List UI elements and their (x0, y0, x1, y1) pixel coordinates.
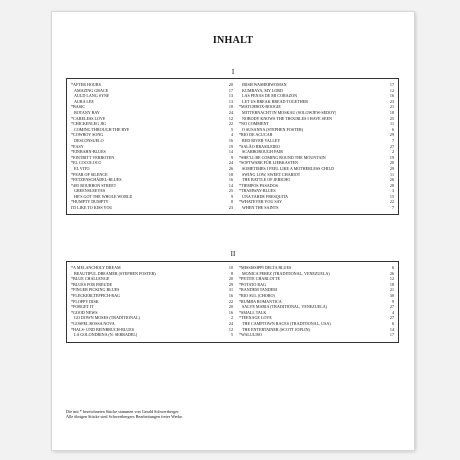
toc-column-right (239, 265, 394, 338)
toc-entry-page: 9 (391, 298, 394, 304)
toc-entry-title: BEAUTIFUL DREAMER (STEPHEN FOSTER) (74, 270, 156, 276)
section-number-1: I (231, 68, 235, 76)
toc-entry-page: 28 (389, 182, 394, 188)
toc-entry-title: *RANDEM TANDEM (239, 287, 277, 293)
toc-entry-title: *PETITE CHARLOTTE (239, 276, 281, 282)
toc-entry-title: THE CAMPTOWN RACES (TRADITIONAL, USA) (242, 320, 331, 326)
toc-entry-page: 14 (228, 182, 233, 188)
toc-entry-page: 4 (391, 309, 394, 315)
toc-entry-page: 23 (228, 205, 233, 211)
toc-entry-title: *SHE'LL BE COMING ROUND THE MOUNTAIN (239, 154, 326, 160)
toc-entry-page: 3 (391, 188, 394, 194)
toc-column-left (71, 265, 233, 338)
toc-entry-page: 12 (228, 326, 233, 332)
toc-entry-page: 10 (228, 104, 233, 110)
toc-entry-page: 17 (389, 332, 394, 338)
toc-entry-page: 9 (230, 193, 233, 199)
toc-entry-title: *BASIC (71, 104, 86, 110)
toc-entry-page: 27 (389, 143, 394, 149)
toc-entry-page: 15 (389, 193, 394, 199)
toc-entry-title: EL VITO (74, 165, 90, 171)
toc-entry-title: *FLECKERLTEPPICH-RAG (71, 292, 120, 298)
toc-entry-title: *FETZENSCHÄDEL-BLUES (71, 177, 122, 183)
toc-entry-title: KUMBAYA, MY LORD (242, 87, 283, 93)
toc-entry-page: 24 (228, 109, 233, 115)
toc-entry-page: 30 (389, 292, 394, 298)
toc-entry-page: 14 (389, 326, 394, 332)
toc-entry-title: AULD LANG SYNE (74, 93, 110, 99)
toc-entry-page: 5 (230, 126, 233, 132)
toc-entry-page: 27 (389, 304, 394, 310)
toc-entry-title: *TIEMPOS PASADOS (239, 182, 278, 188)
toc-entry-title: AURA LEE (74, 98, 94, 104)
toc-entry-page: 18 (228, 171, 233, 177)
toc-entry-page: 16 (228, 292, 233, 298)
toc-entry-title: *SOFTWARE FÜR LIEBKASTEN (239, 160, 298, 166)
toc-entry-page: 16 (228, 137, 233, 143)
toc-entry-title: *MISSISSIPPI DELTA BLUES (239, 265, 292, 270)
toc-entry-page: 26 (389, 177, 394, 183)
toc-column-left (71, 82, 233, 211)
toc-entry-page: 7 (391, 137, 394, 143)
toc-entry-page: 12 (228, 115, 233, 121)
toc-entry (239, 205, 394, 211)
toc-entry-page: 23 (389, 98, 394, 104)
toc-entry-title: O SUSANNA (STEPHEN FOSTER) (242, 126, 304, 132)
toc-entry-title: RED RIVER VALLEY (242, 137, 281, 143)
toc-entry-title: *SALÃO BRASILEIRO (239, 143, 280, 149)
toc-entry-title: *FLOPPY DISK (71, 298, 99, 304)
toc-entry-page: 8 (230, 270, 233, 276)
footnote-line: Alle übrigen Stücke sind Schwertbergers Bearbeitungen freier Werke. (66, 414, 183, 420)
toc-entry-title: *NO COMMENT (239, 121, 269, 127)
toc-entry-page: 9 (230, 154, 233, 160)
toc-entry-title: LET US BREAK BREAD TOGETHER (242, 98, 308, 104)
toc-entry-page: 11 (390, 121, 394, 127)
toc-entry-page: 8 (230, 199, 233, 205)
toc-column-right (239, 82, 394, 211)
toc-entry-title: *EL COCOLOCO (71, 160, 102, 166)
toc-entry-page: 27 (389, 315, 394, 321)
toc-entry-title: *HUMPTY DUMPTY (71, 199, 109, 205)
toc-entry-title: HE'S GOT THE WHOLE WORLD (74, 193, 133, 199)
toc-entry-page: 22 (228, 121, 233, 127)
toc-entry-title: DESCONSUELO (74, 137, 104, 143)
toc-entry-page: 12 (389, 276, 394, 282)
toc-entry-page: 26 (228, 165, 233, 171)
toc-entry-title: IRISH WASHERWOMAN (242, 82, 287, 87)
toc-entry-title: *GOOD NEWS (71, 309, 98, 315)
toc-entry-page: 18 (389, 109, 394, 115)
toc-entry-page: 4 (230, 132, 233, 138)
toc-entry-title: GO DOWN MOSES (TRADITIONAL) (74, 315, 140, 321)
toc-entry-title: SWING LOW, SWEET CHARIOT (242, 171, 301, 177)
toc-entry-page: 6 (391, 126, 394, 132)
toc-entry-page: 6 (391, 320, 394, 326)
toc-section-2 (66, 261, 399, 343)
toc-entry-title: LA GOLONDRINA (N. SERRADEL) (74, 332, 138, 338)
toc-entry (71, 205, 233, 211)
toc-entry-page: 22 (389, 199, 394, 205)
toc-entry (239, 332, 394, 338)
footnote-line: Die mit * bezeichneten Stücke stammen von Gerald Schwertberger. (66, 409, 180, 414)
toc-entry-title: SALVE MARIA (TRADITIONAL, VENEZUELA) (242, 304, 328, 310)
toc-entry-page: 29 (389, 165, 394, 171)
toc-entry-title: WHEN THE SAINTS (242, 205, 279, 211)
toc-entry-page: 14 (228, 149, 233, 155)
toc-entry (71, 332, 233, 338)
toc-entry-title: NOBODY KNOWS THE TROUBLES I HAVE SEEN (242, 115, 332, 121)
toc-entry-title: I'D LIKE TO KISS YOU (71, 205, 113, 211)
toc-entry-page: 17 (389, 82, 394, 87)
toc-entry-page: 11 (390, 171, 394, 177)
toc-entry-page: 7 (391, 205, 394, 211)
toc-entry-page: 16 (228, 177, 233, 183)
toc-entry-page: 18 (389, 281, 394, 287)
toc-section-1 (66, 78, 399, 215)
toc-entry-page: 10 (228, 265, 233, 270)
toc-entry-title: *BLUE CHALLENGE (71, 276, 110, 282)
toc-entry-title: GREENSLEEVES (74, 188, 106, 194)
toc-entry-title: SOMETIMES I FEEL LIKE A MOTHERLESS CHILD (242, 165, 334, 171)
toc-entry-title: *EINTRITT VERBOTEN (71, 154, 115, 160)
toc-entry-page: 29 (228, 281, 233, 287)
toc-entry-page: 19 (228, 143, 233, 149)
toc-entry-title: *BLUES FOR FREUDE (71, 281, 112, 287)
toc-entry-page: 13 (228, 98, 233, 104)
toc-entry-title: *EASY (71, 143, 84, 149)
toc-entry-title: *POTATO RAG (239, 281, 267, 287)
toc-entry-page: 24 (228, 160, 233, 166)
toc-entry-title: *GOSPEL BOSSA NOVA (71, 320, 115, 326)
toc-entry-title: *AFTER HOURS (71, 82, 101, 87)
toc-entry-title: *CARELESS LOVE (71, 115, 106, 121)
toc-entry-title: *405 BOURBON STREET (71, 182, 117, 188)
toc-entry-page: 20 (228, 276, 233, 282)
toc-entry-page: 16 (228, 309, 233, 315)
toc-entry-title: *TRAMWAY-BLUES (239, 188, 276, 194)
toc-entry-page: 24 (228, 320, 233, 326)
toc-entry-page: 20 (228, 304, 233, 310)
toc-entry-title: *FEAR OF SILENCE (71, 171, 108, 177)
toc-entry-title: *FINGER PICKING BLUES (71, 287, 120, 293)
toc-entry-title: UNA TARDE FRESQUITA (242, 193, 289, 199)
toc-entry-title: *RIO DE ACUCAR (239, 132, 273, 138)
toc-entry-title: THE BATTLE OF JERICHO (242, 177, 291, 183)
toc-entry-title: *RIO SUL (CHORO) (239, 292, 275, 298)
toc-entry-title: *SMALL TALK (239, 309, 267, 315)
toc-entry-title: *HALS- UND BEINBRUCH-BLUES (71, 326, 134, 332)
toc-entry-title: AMAZING GRACE (74, 87, 109, 93)
toc-entry-page: 13 (228, 93, 233, 99)
toc-entry-title: *COWBOY SONG (71, 132, 104, 138)
toc-entry-page: 22 (228, 298, 233, 304)
toc-entry-title: *WALULISO (239, 332, 262, 338)
page-title: INHALT (212, 35, 254, 46)
toc-entry-title: BOTANY BAY (74, 109, 100, 115)
toc-entry-page: 17 (228, 87, 233, 93)
toc-entry-title: *WHATEVER YOU SAY (239, 199, 283, 205)
toc-entry-title: *MATCHBOX-BOOGIE (239, 104, 281, 110)
toc-entry-page: 29 (389, 132, 394, 138)
toc-entry-title: *EINBAHN-BLUES (71, 149, 106, 155)
toc-entry-title: *TEENAGE LOVE (239, 315, 272, 321)
toc-entry-page: 25 (389, 115, 394, 121)
toc-entry-page: 2 (230, 315, 233, 321)
toc-entry-title: MONICA PEREZ (TRADITIONAL, VENEZUELA) (242, 270, 330, 276)
toc-entry-page: 2 (391, 149, 394, 155)
toc-entry-title: SCARBOROUGH FAIR (242, 149, 283, 155)
toc-entry-page: 26 (389, 270, 394, 276)
toc-entry-page: 19 (389, 154, 394, 160)
toc-entry-title: *RUMBA ROMANTICA (239, 298, 282, 304)
toc-entry-title: COMING THROUGH THE RYE (74, 126, 130, 132)
toc-entry-page: 20 (228, 82, 233, 87)
toc-entry-page: 12 (389, 87, 394, 93)
toc-entry-page: 6 (391, 265, 394, 270)
section-number-2: II (230, 250, 236, 258)
toc-entry-page: 20 (389, 160, 394, 166)
songbook-page (52, 12, 414, 450)
toc-entry-page: 25 (228, 188, 233, 194)
footnote (66, 409, 396, 420)
toc-entry-page: 21 (389, 104, 394, 110)
toc-entry-title: *CHICKENLEG JIG (71, 121, 107, 127)
toc-entry-title: THE ENTERTAINER (SCOTT JOPLIN) (242, 326, 310, 332)
toc-entry-title: MITTERNACHT IN MOSKAU (SOLOWJEW-SEDOY) (242, 109, 337, 115)
toc-entry-title: *FORGET IT (71, 304, 94, 310)
toc-entry-page: 16 (389, 93, 394, 99)
toc-entry-title: LAS PENAS DE MI CORAZON (242, 93, 298, 99)
toc-entry-page: 21 (389, 287, 394, 293)
toc-entry-page: 31 (228, 287, 233, 293)
toc-entry-title: *A MELANCHOLY DREAM (71, 265, 121, 270)
toc-entry-page: 5 (230, 332, 233, 338)
